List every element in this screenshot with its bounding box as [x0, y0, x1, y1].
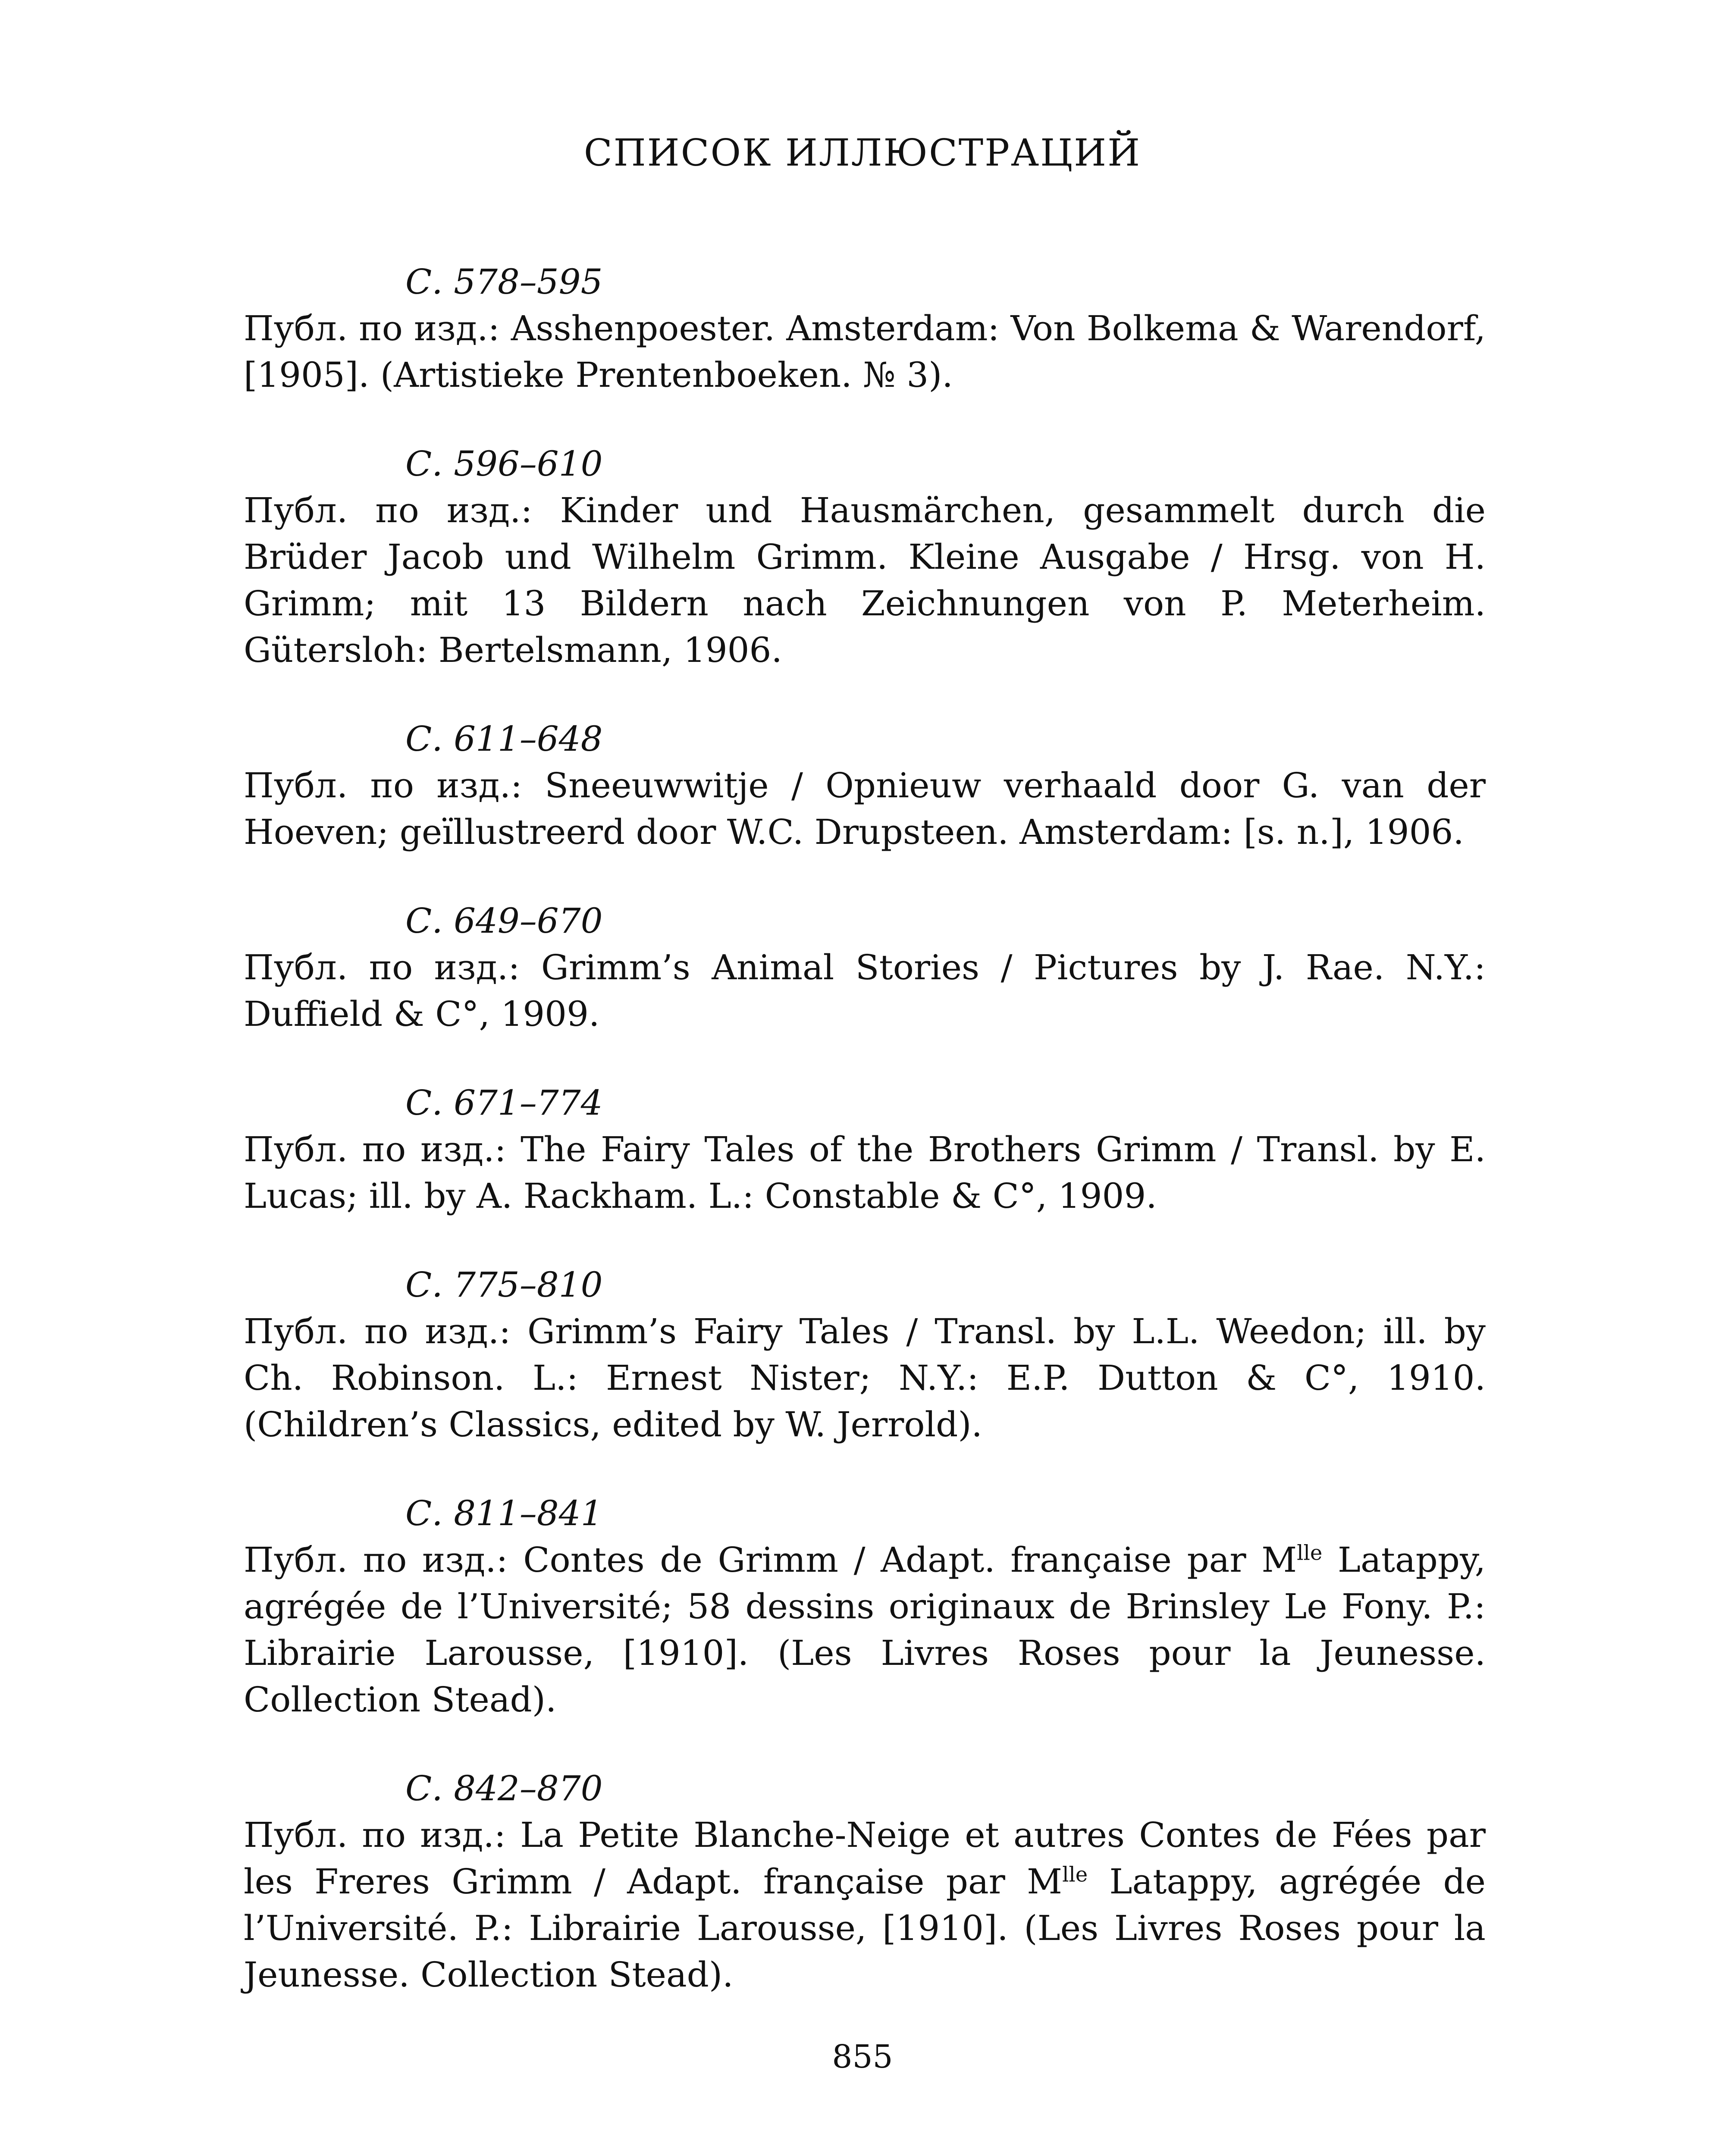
- page-number: 855: [832, 2038, 893, 2075]
- page-range: С. 578–595: [405, 262, 603, 302]
- page-range: С. 671–774: [405, 1083, 603, 1123]
- superscript-abbreviation: lle: [1297, 1541, 1323, 1565]
- page-title: СПИСОК ИЛЛЮСТРАЦИЙ: [583, 132, 1142, 175]
- list-item: [244, 1262, 1486, 1448]
- list-item: [244, 441, 1486, 674]
- publication-reference: Публ. по изд.: Sneeuwwitje / Opnieuw verhaald door G. van der Hoeven; geïllustreerd door W.C. Drupsteen. Amsterdam: [s. n.], 1906.: [244, 765, 1486, 852]
- page-range: С. 611–648: [405, 719, 603, 759]
- list-item: [244, 898, 1486, 1037]
- publication-reference: [244, 1537, 1486, 1723]
- publication-reference: Публ. по изд.: Kinder und Hausmärchen, gesammelt durch die Brüder Jacob und Wilhelm Grimm. Kleine Ausgabe / Hrsg. von H. Grimm; mit 13 Bildern nach Zeichnungen von P. Meterheim. Gütersloh: Bertelsmann, 1906.: [244, 490, 1486, 670]
- page-range: С. 649–670: [405, 901, 603, 941]
- page-range: С. 811–841: [405, 1493, 603, 1533]
- list-item: [244, 716, 1486, 856]
- page-range: С. 775–810: [405, 1265, 603, 1305]
- reference-text-start: Публ. по изд.: La Petite Blanche-Neige et autres Contes de Fées par les Freres Grimm / Adapt. française par M: [244, 1815, 1486, 1902]
- publication-reference: [244, 1812, 1486, 1998]
- page-range: С. 842–870: [405, 1768, 603, 1808]
- publication-reference: Публ. по изд.: Grimm’s Fairy Tales / Transl. by L.L. Weedon; ill. by Ch. Robinson. L.: Ernest Nister; N.Y.: E.P. Dutton & C°, 1910. (Children’s Classics, edited by W. Jerrold).: [244, 1311, 1486, 1445]
- list-item: [244, 259, 1486, 398]
- list-item: [244, 1765, 1486, 1998]
- publication-reference: Публ. по изд.: Grimm’s Animal Stories / Pictures by J. Rae. N.Y.: Duffield & C°, 1909.: [244, 947, 1486, 1034]
- publication-reference: Публ. по изд.: Asshenpoester. Amsterdam: Von Bolkema & Warendorf, [1905]. (Artistieke Prentenboeken. № 3).: [244, 308, 1486, 395]
- list-item: [244, 1490, 1486, 1723]
- illustration-list: [244, 259, 1486, 2040]
- reference-text-end: Latappy, agrégée de l’Université. P.: Librairie Larousse, [1910]. (Les Livres Roses pour la Jeunesse. Collection Stead).: [244, 1861, 1486, 1995]
- superscript-abbreviation: lle: [1062, 1862, 1088, 1887]
- reference-text-start: Публ. по изд.: Contes de Grimm / Adapt. française par M: [244, 1540, 1297, 1580]
- list-item: [244, 1080, 1486, 1219]
- publication-reference: Публ. по изд.: The Fairy Tales of the Brothers Grimm / Transl. by E. Lucas; ill. by A. Rackham. L.: Constable & C°, 1909.: [244, 1129, 1486, 1216]
- reference-text-end: Latappy, agrégée de l’Université; 58 dessins originaux de Brinsley Le Fony. P.: Librairie Larousse, [1910]. (Les Livres Roses pour la Jeunesse. Collection Stead).: [244, 1540, 1486, 1720]
- page-range: С. 596–610: [405, 444, 603, 484]
